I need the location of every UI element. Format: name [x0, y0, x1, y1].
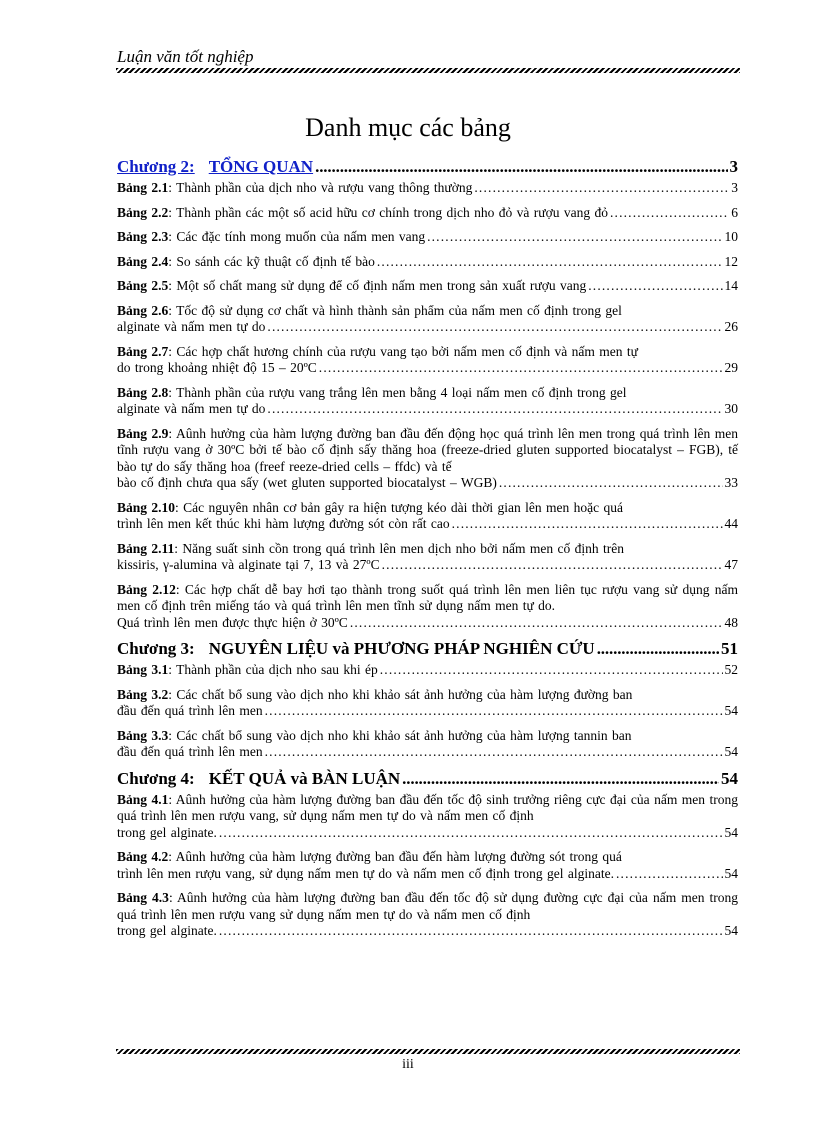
- dot-leader: [588, 278, 722, 295]
- chapter-number: Chương 2:: [117, 157, 195, 176]
- entry-page-number: 6: [731, 204, 738, 220]
- entry-label: Bảng 2.4: [117, 253, 169, 269]
- entry-text-last-line: alginate và nấm men tự do: [117, 401, 266, 416]
- entry-text: : Các hợp chất hương chính của rượu vang tạo bởi nấm men cố định và nấm men tự: [168, 343, 638, 359]
- header-rule: [116, 68, 740, 73]
- dot-leader: [427, 229, 722, 246]
- table-of-tables: [117, 153, 738, 948]
- entry-text-last-line: trong gel alginate.: [117, 824, 217, 840]
- table-entry[interactable]: [117, 180, 738, 197]
- entry-text: : Các đặc tính mong muốn của nấm men vang: [168, 229, 426, 244]
- entry-label: Bảng 2.5: [117, 278, 169, 293]
- entry-text: : Một số chất mang sử dụng để cố định nấm men trong sản xuất rượu vang: [168, 278, 587, 293]
- dot-leader: [597, 639, 719, 659]
- table-entry[interactable]: [117, 728, 738, 761]
- entry-page-number: 14: [724, 278, 738, 293]
- entry-label: Bảng 2.11: [117, 540, 175, 556]
- entry-label: Bảng 4.3: [117, 890, 169, 905]
- table-entry[interactable]: [117, 792, 738, 842]
- entry-text: : Thành phần của dịch nho sau khi ép: [168, 662, 378, 677]
- entry-text: : Aûnh hưởng của hàm lượng đường ban đầu đến tốc độ sinh trưởng riêng cực đại của nấm men trong quá trình lên men rượu vang, sử dụng nấm men tự do và nấm men cố định: [117, 791, 738, 823]
- entry-text: : Thành phần của rượu vang trắng lên men bằng 4 loại nấm men cố định trong gel: [168, 384, 627, 400]
- entry-label: Bảng 2.3: [117, 229, 169, 244]
- entry-text: : Các chất bổ sung vào dịch nho khi khảo sát ảnh hưởng của hàm lượng đường ban: [168, 686, 633, 702]
- chapter-heading[interactable]: [117, 157, 738, 177]
- chapter-number: Chương 4:: [117, 768, 195, 788]
- entry-line: [117, 180, 472, 197]
- entry-page-number: 54: [724, 824, 738, 840]
- dot-leader: [219, 825, 723, 842]
- table-entry[interactable]: [117, 541, 738, 574]
- entry-page-number: 54: [724, 744, 738, 759]
- chapter-label: [117, 639, 595, 659]
- entry-page-number: 29: [724, 360, 738, 375]
- footer-rule: [116, 1049, 740, 1054]
- entry-page-number: 48: [724, 614, 738, 630]
- dot-leader: [265, 744, 723, 761]
- entry-label: Bảng 2.10: [117, 499, 176, 515]
- dot-leader: [616, 866, 723, 883]
- entry-text: : Các nguyên nhân cơ bản gây ra hiện tượng kéo dài thời gian lên men hoặc quá: [175, 499, 623, 515]
- table-entry[interactable]: [117, 229, 738, 246]
- dot-leader: [380, 662, 723, 679]
- page-title: Danh mục các bảng: [305, 113, 511, 142]
- dot-leader: [452, 516, 723, 533]
- entry-text-last-line: đầu đến quá trình lên men: [117, 744, 263, 759]
- dot-leader: [499, 475, 723, 492]
- entry-text-last-line: alginate và nấm men tự do: [117, 319, 266, 334]
- entry-text-last-line: do trong khoảng nhiệt độ 15 – 20ºC: [117, 360, 317, 375]
- entry-page-number: 54: [724, 923, 738, 938]
- dot-leader: [474, 180, 729, 197]
- entry-page-number: 47: [724, 557, 738, 572]
- entry-text: : Các hợp chất dễ bay hơi tạo thành trong suốt quá trình lên men liên tục rượu vang sử dụng nấm men cố định trên miếng táo và quá trình lên men tĩnh sử dụng nấm men tự do.: [117, 581, 738, 613]
- entry-line: [117, 278, 586, 295]
- entry-text: : So sánh các kỹ thuật cố định tế bào: [168, 253, 375, 269]
- chapter-heading[interactable]: [117, 639, 738, 659]
- entry-page-number: 33: [724, 475, 738, 490]
- chapter-title: NGUYÊN LIỆU và PHƯƠNG PHÁP NGHIÊN CỨU: [208, 639, 595, 658]
- entry-label: Bảng 4.2: [117, 849, 169, 864]
- entry-label: Bảng 2.2: [117, 204, 169, 220]
- dot-leader: [377, 254, 723, 271]
- table-entry[interactable]: [117, 426, 738, 492]
- entry-page-number: 52: [724, 662, 738, 677]
- dot-leader: [319, 360, 723, 377]
- entry-label: Bảng 2.12: [117, 581, 176, 597]
- entry-label: Bảng 3.3: [117, 727, 169, 743]
- entry-text-last-line: Quá trình lên men được thực hiện ở 30ºC: [117, 614, 348, 630]
- chapter-heading[interactable]: [117, 769, 738, 789]
- chapter-label[interactable]: [117, 157, 313, 177]
- chapter-title: KẾT QUẢ và BÀN LUẬN: [208, 768, 401, 788]
- entry-page-number: 12: [724, 253, 738, 269]
- entry-text-last-line: trong gel alginate.: [117, 923, 217, 938]
- entry-page-number: 26: [724, 319, 738, 334]
- entry-line: [117, 254, 375, 271]
- entry-text: : Năng suất sinh cồn trong quá trình lên men dịch nho bởi nấm men cố định trên: [174, 540, 624, 556]
- chapter-label: [117, 769, 400, 789]
- chapter-page-number: 51: [721, 639, 738, 658]
- entry-text-last-line: đầu đến quá trình lên men: [117, 703, 263, 718]
- entry-text: : Aûnh hưởng của hàm lượng đường ban đầu đến động học quá trình lên men trong quá trình lên men tĩnh rượu vang ở 30ºC bởi tế bào cố định sấy thăng hoa (freeze-dried gluten supported biocatalyst – FGB), tế bào tự do sấy thăng hoa (freef reeze-dried cells – ffdc) và tế: [117, 425, 739, 474]
- entry-page-number: 30: [724, 401, 738, 416]
- entry-text-last-line: bào cố định chưa qua sấy (wet gluten supported biocatalyst – WGB): [117, 475, 497, 490]
- dot-leader: [267, 401, 722, 418]
- chapter-number: Chương 3:: [117, 639, 195, 658]
- entry-text: : Tốc độ sử dụng cơ chất và hình thành sản phẩm của nấm men cố định trong gel: [168, 302, 622, 318]
- entry-page-number: 54: [724, 865, 738, 881]
- entry-text: : Các chất bổ sung vào dịch nho khi khảo sát ảnh hưởng của hàm lượng tannin ban: [168, 727, 632, 743]
- dot-leader: [382, 557, 723, 574]
- entry-label: Bảng 3.2: [117, 686, 169, 702]
- table-entry[interactable]: [117, 662, 738, 679]
- chapter-page-number: 54: [721, 768, 738, 788]
- chapter-page-number: 3: [729, 157, 738, 176]
- dot-leader: [610, 205, 729, 222]
- dot-leader: [265, 703, 723, 720]
- entry-label: Bảng 2.9: [117, 425, 169, 441]
- entry-page-number: 44: [724, 516, 738, 531]
- entry-label: Bảng 2.1: [117, 180, 169, 195]
- table-entry[interactable]: [117, 687, 738, 720]
- entry-text: : Aûnh hưởng của hàm lượng đường ban đầu đến hàm lượng đường sót trong quá: [168, 849, 622, 864]
- table-entry[interactable]: [117, 344, 738, 377]
- entry-page-number: 3: [731, 180, 738, 195]
- entry-line: [117, 229, 425, 246]
- table-entry[interactable]: [117, 278, 738, 295]
- running-header: Luận văn tốt nghiệp: [117, 47, 254, 66]
- chapter-title: TỔNG QUAN: [208, 157, 314, 176]
- table-entry[interactable]: [117, 500, 738, 533]
- table-entry[interactable]: [117, 385, 738, 418]
- dot-leader: [219, 923, 723, 940]
- table-entry[interactable]: [117, 849, 738, 882]
- table-entry[interactable]: [117, 205, 738, 222]
- entry-page-number: 10: [724, 229, 738, 244]
- table-entry[interactable]: [117, 890, 738, 940]
- entry-label: Bảng 4.1: [117, 791, 169, 807]
- dot-leader: [267, 319, 722, 336]
- entry-text: : Aûnh hưởng của hàm lượng đường ban đầu đến tốc độ sử dụng đường cực đại của nấm men trong quá trình lên men rượu vang sử dụng nấm men tự do và nấm men cố định: [117, 890, 739, 922]
- entry-label: Bảng 2.8: [117, 384, 169, 400]
- table-entry[interactable]: [117, 254, 738, 271]
- entry-text: : Thành phần của dịch nho và rượu vang thông thường: [168, 180, 473, 195]
- entry-text-last-line: trình lên men kết thúc khi hàm lượng đường sót còn rất cao: [117, 516, 450, 531]
- dot-leader: [402, 769, 719, 789]
- entry-label: Bảng 3.1: [117, 662, 169, 677]
- dot-leader: [315, 157, 727, 177]
- page-number: iii: [402, 1057, 414, 1072]
- entry-label: Bảng 2.7: [117, 343, 169, 359]
- entry-line: [117, 662, 378, 679]
- entry-page-number: 54: [724, 703, 738, 718]
- entry-line: [117, 205, 608, 222]
- table-entry[interactable]: [117, 582, 738, 632]
- table-entry[interactable]: [117, 303, 738, 336]
- entry-text: : Thành phần các một số acid hữu cơ chính trong dịch nho đỏ và rượu vang đỏ: [168, 204, 608, 220]
- entry-text-last-line: trình lên men rượu vang, sử dụng nấm men tự do và nấm men cố định trong gel alginate.: [117, 865, 614, 881]
- dot-leader: [350, 615, 723, 632]
- entry-text-last-line: kissiris, γ-alumina và alginate tại 7, 13 và 27ºC: [117, 557, 380, 572]
- entry-label: Bảng 2.6: [117, 302, 169, 318]
